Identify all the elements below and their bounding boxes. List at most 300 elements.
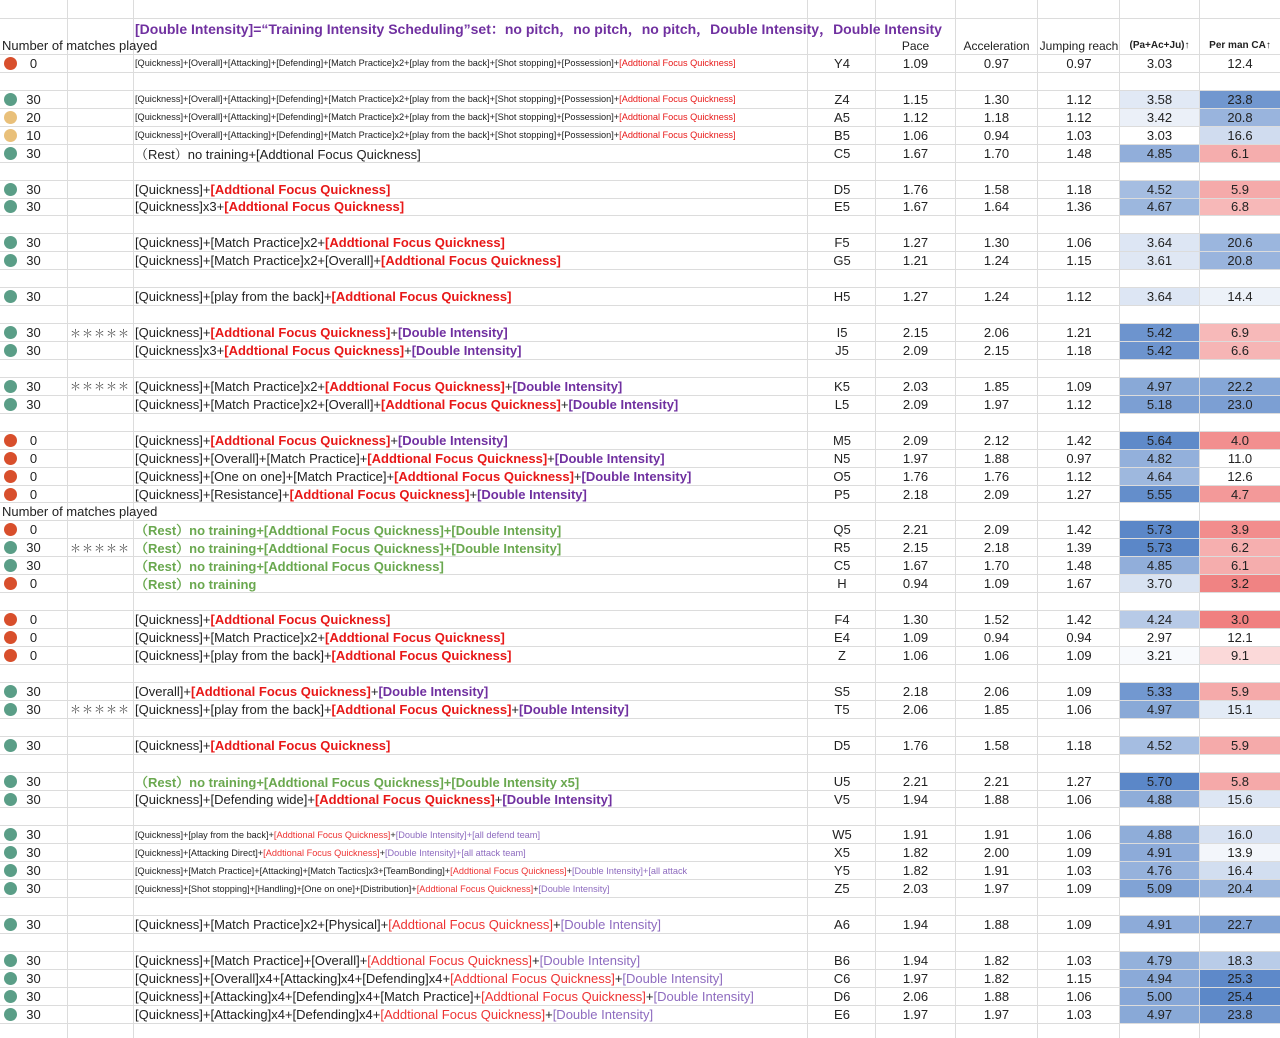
matches-played: 10 xyxy=(26,127,41,143)
jumping-value: 1.42 xyxy=(1066,522,1092,538)
red-status-dot xyxy=(4,434,17,447)
matches-played: 30 xyxy=(26,325,41,341)
jumping-value: 1.21 xyxy=(1066,325,1092,341)
matches-played: 0 xyxy=(29,576,38,592)
plan-segment: [Double Intensity] xyxy=(411,343,522,358)
acceleration-value: 2.15 xyxy=(983,343,1010,358)
plan-segment: [Double Intensity] xyxy=(378,683,489,699)
plan-segment: [Addtional Focus Quickness] xyxy=(619,58,736,69)
training-plan xyxy=(135,234,807,251)
plan-segment: + xyxy=(390,432,398,448)
plan-segment: + xyxy=(553,917,561,933)
jumping-value: 1.12 xyxy=(1066,109,1092,125)
jumping-value: 1.03 xyxy=(1066,952,1092,968)
plan-segment: [Addtional Focus Quickness] xyxy=(380,1006,546,1022)
training-plan xyxy=(135,826,807,843)
table-row xyxy=(0,109,1280,127)
acceleration-value: 1.30 xyxy=(983,91,1010,107)
plan-segment: [Double Intensity] xyxy=(622,970,723,986)
status-dot-cell xyxy=(0,575,20,592)
spacer-row xyxy=(0,593,1280,611)
sum-value: 5.70 xyxy=(1120,773,1199,790)
player-code: F4 xyxy=(834,612,850,628)
plan-segment: [Addtional Focus Quickness] xyxy=(210,737,391,753)
jumping-value: 0.97 xyxy=(1066,450,1092,466)
green-status-dot xyxy=(4,290,17,303)
acceleration-value: 1.97 xyxy=(983,396,1010,412)
jumping-value: 1.42 xyxy=(1066,432,1092,448)
spacer-row xyxy=(0,270,1280,288)
jumping-value: 1.06 xyxy=(1066,235,1092,251)
pace-value: 1.91 xyxy=(902,827,929,843)
matches-played: 30 xyxy=(26,845,41,861)
ca-value: 5.8 xyxy=(1200,773,1280,790)
spacer-row xyxy=(0,808,1280,826)
jumping-value: 1.18 xyxy=(1066,181,1092,197)
training-plan xyxy=(135,145,807,162)
jumping-value: 1.36 xyxy=(1066,199,1092,215)
acceleration-value: 1.88 xyxy=(983,917,1010,933)
acceleration-value: 2.12 xyxy=(983,432,1010,448)
green-status-dot xyxy=(4,1008,17,1021)
table-row xyxy=(0,234,1280,252)
ca-value: 16.4 xyxy=(1200,862,1280,879)
table-row xyxy=(0,1006,1280,1024)
spacer-row xyxy=(0,719,1280,737)
plan-segment: [Addtional Focus Quickness] xyxy=(331,701,512,717)
plan-segment: [Addtional Focus Quickness] xyxy=(619,112,736,123)
green-status-dot xyxy=(4,183,17,196)
green-status-dot xyxy=(4,703,17,716)
table-row xyxy=(0,647,1280,665)
pace-value: 1.15 xyxy=(902,91,929,107)
training-plan xyxy=(135,252,807,269)
plan-segment: [Quickness]+[Overall]+[Attacking]+[Defending]+[Match Practice]x2+[play from the back]+[Shot stopping]+[Possession]+ xyxy=(135,130,620,141)
plan-segment: [Quickness]+[Defending wide]+ xyxy=(135,791,315,807)
pace-value: 1.76 xyxy=(902,468,929,484)
training-plan xyxy=(135,1006,807,1023)
status-dot-cell xyxy=(0,378,20,395)
pace-value: 1.76 xyxy=(902,737,929,753)
table-row xyxy=(0,450,1280,468)
sum-value: 5.42 xyxy=(1120,324,1199,341)
green-status-dot xyxy=(4,828,17,841)
table-row xyxy=(0,575,1280,593)
matches-played: 30 xyxy=(26,181,41,197)
green-status-dot xyxy=(4,147,17,160)
ca-value: 16.6 xyxy=(1200,127,1280,144)
green-status-dot xyxy=(4,990,17,1003)
ca-value: 22.7 xyxy=(1200,916,1280,933)
ca-value: 13.9 xyxy=(1200,844,1280,861)
matches-played: 0 xyxy=(29,486,38,502)
table-row xyxy=(0,683,1280,701)
training-plan xyxy=(135,611,807,628)
player-code: C5 xyxy=(833,145,851,161)
sum-value: 5.18 xyxy=(1120,396,1199,413)
training-plan xyxy=(135,521,807,538)
training-plan xyxy=(135,791,807,808)
pace-value: 1.97 xyxy=(902,1006,929,1022)
player-code: Z xyxy=(838,647,846,663)
spacer-row xyxy=(0,306,1280,324)
matches-played: 30 xyxy=(26,791,41,807)
table-row xyxy=(0,737,1280,755)
matches-played: 0 xyxy=(29,522,38,538)
spacer-row xyxy=(0,163,1280,181)
jumping-value: 1.48 xyxy=(1066,558,1092,574)
plan-segment: （Rest）no training+[Addtional Focus Quickness]+[Double Intensity] xyxy=(135,523,562,539)
ca-value: 4.0 xyxy=(1200,432,1280,449)
acceleration-value: 1.64 xyxy=(983,199,1010,215)
ca-value: 23.0 xyxy=(1200,396,1280,413)
player-code: Z4 xyxy=(834,91,850,107)
spacer-row xyxy=(0,73,1280,91)
plan-segment: [Addtional Focus Quickness] xyxy=(388,917,553,933)
status-dot-cell xyxy=(0,396,20,413)
matches-played: 30 xyxy=(26,145,41,161)
table-row xyxy=(0,199,1280,217)
player-code: D6 xyxy=(833,988,851,1004)
jumping-value: 1.27 xyxy=(1066,773,1092,789)
status-dot-cell xyxy=(0,91,20,108)
sum-value: 3.64 xyxy=(1120,234,1199,251)
plan-segment: [Addtional Focus Quickness] xyxy=(367,952,533,968)
pace-value: 1.97 xyxy=(902,450,929,466)
table-row xyxy=(0,773,1280,791)
plan-segment: + xyxy=(547,450,555,466)
status-dot-cell xyxy=(0,1006,20,1023)
acceleration-value: 2.09 xyxy=(983,522,1010,538)
green-status-dot xyxy=(4,541,17,554)
plan-segment: [Quickness]+[Shot stopping]+[Handling]+[One on one]+[Distribution]+ xyxy=(135,883,417,894)
status-dot-cell xyxy=(0,880,20,897)
matches-header: Number of matches played xyxy=(2,504,158,520)
status-dot-cell xyxy=(0,970,20,987)
pace-value: 1.82 xyxy=(902,845,929,861)
plan-segment: [Quickness]x3+ xyxy=(135,199,225,215)
player-code: B5 xyxy=(834,127,850,143)
rating-stars: ＊＊＊＊＊ xyxy=(70,327,130,340)
acceleration-header: Acceleration xyxy=(963,38,1030,53)
ca-value: 3.0 xyxy=(1200,611,1280,628)
plan-segment: [Quickness]+ xyxy=(135,612,211,628)
ca-value: 6.1 xyxy=(1200,557,1280,574)
acceleration-value: 2.06 xyxy=(983,683,1010,699)
plan-segment: [Addtional Focus Quickness] xyxy=(210,181,391,197)
table-row xyxy=(0,611,1280,629)
jumping-value: 1.18 xyxy=(1066,737,1092,753)
green-status-dot xyxy=(4,254,17,267)
jumping-value: 1.48 xyxy=(1066,145,1092,161)
jumping-value: 1.27 xyxy=(1066,486,1092,502)
plan-segment: [Quickness]+[Match Practice]x2+ xyxy=(135,630,326,646)
spacer-row xyxy=(0,898,1280,916)
pace-value: 1.67 xyxy=(902,145,929,161)
red-status-dot xyxy=(4,523,17,536)
ca-value: 15.1 xyxy=(1200,701,1280,718)
ca-value: 6.6 xyxy=(1200,342,1280,359)
green-status-dot xyxy=(4,236,17,249)
pace-header: Pace xyxy=(901,38,930,53)
player-code: G5 xyxy=(833,253,851,269)
matches-played: 0 xyxy=(29,450,38,466)
acceleration-value: 2.00 xyxy=(983,845,1010,861)
pace-value: 2.21 xyxy=(902,773,929,789)
acceleration-value: 0.94 xyxy=(983,127,1010,143)
matches-played: 30 xyxy=(26,952,41,968)
acceleration-value: 1.91 xyxy=(983,863,1010,879)
sum-value: 4.85 xyxy=(1120,557,1199,574)
table-row xyxy=(0,486,1280,504)
jumping-value: 1.15 xyxy=(1066,970,1092,986)
pace-value: 1.94 xyxy=(902,917,929,933)
plan-segment: [Quickness]+[Overall]+[Attacking]+[Defending]+[Match Practice]x2+[play from the back]+[Shot stopping]+[Possession]+ xyxy=(135,58,620,69)
table-row xyxy=(0,181,1280,199)
plan-segment: （Rest）no training+[Addtional Focus Quickness]+[Double Intensity x5] xyxy=(135,774,580,790)
training-plan xyxy=(135,91,807,108)
player-code: C6 xyxy=(833,970,851,986)
status-dot-cell xyxy=(0,539,20,556)
status-dot-cell xyxy=(0,629,20,646)
green-status-dot xyxy=(4,882,17,895)
plan-segment: [Quickness]+[Overall]+[Attacking]+[Defending]+[Match Practice]x2+[play from the back]+[Shot stopping]+[Possession]+ xyxy=(135,94,620,105)
plan-segment: [Addtional Focus Quickness] xyxy=(325,378,505,394)
matches-played: 30 xyxy=(26,917,41,933)
green-status-dot xyxy=(4,685,17,698)
status-dot-cell xyxy=(0,468,20,485)
jumping-value: 1.03 xyxy=(1066,1006,1092,1022)
pace-value: 1.09 xyxy=(902,630,929,646)
ca-value: 6.2 xyxy=(1200,539,1280,556)
sum-value: 5.55 xyxy=(1120,486,1199,503)
player-code: W5 xyxy=(832,827,852,843)
plan-segment: [Double Intensity]+[all attack xyxy=(571,865,688,876)
status-dot-cell xyxy=(0,988,20,1005)
table-row xyxy=(0,145,1280,163)
ca-value: 5.9 xyxy=(1200,683,1280,700)
table-row xyxy=(0,844,1280,862)
training-plan xyxy=(135,557,807,574)
matches-header: Number of matches played xyxy=(2,38,158,53)
player-code: D5 xyxy=(833,181,851,197)
acceleration-value: 1.97 xyxy=(983,1006,1010,1022)
pace-value: 2.06 xyxy=(902,988,929,1004)
sum-value: 5.00 xyxy=(1120,988,1199,1005)
training-plan xyxy=(135,109,807,126)
player-code: M5 xyxy=(832,432,852,448)
acceleration-value: 1.24 xyxy=(983,253,1010,269)
ca-value: 23.8 xyxy=(1200,91,1280,108)
sum-value: 5.73 xyxy=(1120,539,1199,556)
sum-value: 4.24 xyxy=(1120,611,1199,628)
training-plan xyxy=(135,737,807,754)
matches-played: 30 xyxy=(26,863,41,879)
table-row xyxy=(0,396,1280,414)
player-code: Z5 xyxy=(834,881,850,897)
player-code: A5 xyxy=(834,109,850,125)
plan-segment: [Quickness]+[One on one]+[Match Practice]+ xyxy=(135,468,395,484)
player-code: T5 xyxy=(834,701,850,717)
table-row xyxy=(0,826,1280,844)
sum-value: 5.33 xyxy=(1120,683,1199,700)
status-dot-cell xyxy=(0,199,20,216)
player-code: L5 xyxy=(834,396,850,412)
pace-value: 2.15 xyxy=(902,325,929,341)
pace-value: 2.18 xyxy=(902,486,929,502)
plan-segment: [Addtional Focus Quickness] xyxy=(273,829,391,840)
training-plan xyxy=(135,181,807,198)
matches-played: 30 xyxy=(26,378,41,394)
ca-value: 25.3 xyxy=(1200,970,1280,987)
jumping-value: 1.06 xyxy=(1066,791,1092,807)
plan-segment: [Overall]+ xyxy=(135,683,191,699)
plan-segment: [Double Intensity] xyxy=(560,917,662,933)
rating-stars: ＊＊＊＊＊ xyxy=(70,542,130,555)
ca-value: 9.1 xyxy=(1200,647,1280,664)
player-code: F5 xyxy=(834,235,850,251)
pace-value: 2.09 xyxy=(902,343,929,358)
pace-value: 1.94 xyxy=(902,952,929,968)
ca-value: 20.4 xyxy=(1200,880,1280,897)
pace-value: 2.06 xyxy=(902,701,929,717)
status-dot-cell xyxy=(0,557,20,574)
training-plan xyxy=(135,486,807,503)
plan-segment: [Addtional Focus Quickness] xyxy=(619,130,736,141)
plan-segment: [Quickness]+[Match Practice]+[Overall]+ xyxy=(135,952,368,968)
ca-value: 6.9 xyxy=(1200,324,1280,341)
jumping-value: 1.12 xyxy=(1066,468,1092,484)
acceleration-value: 1.82 xyxy=(983,970,1010,986)
matches-played: 30 xyxy=(26,881,41,897)
jumping-value: 1.39 xyxy=(1066,540,1092,556)
spacer-row xyxy=(0,665,1280,683)
section-header-row xyxy=(0,504,1280,522)
pace-value: 1.06 xyxy=(902,127,929,143)
acceleration-value: 1.58 xyxy=(983,737,1010,753)
jumping-value: 1.06 xyxy=(1066,988,1092,1004)
top-row xyxy=(0,0,1280,19)
pace-value: 2.21 xyxy=(902,522,929,538)
plan-segment: [Quickness]+ xyxy=(135,432,211,448)
green-status-dot xyxy=(4,93,17,106)
table-row xyxy=(0,988,1280,1006)
plan-segment: [Addtional Focus Quickness] xyxy=(450,970,615,986)
matches-played: 30 xyxy=(26,91,41,107)
training-plan xyxy=(135,844,807,861)
ca-value: 20.6 xyxy=(1200,234,1280,251)
red-status-dot xyxy=(4,452,17,465)
status-dot-cell xyxy=(0,862,20,879)
plan-segment: [Quickness]+[Match Practice]x2+[Overall]+ xyxy=(135,253,382,269)
plan-segment: [Quickness]+ xyxy=(135,181,211,197)
plan-segment: + xyxy=(545,1006,553,1022)
plan-segment: [Double Intensity] xyxy=(552,1006,654,1022)
plan-segment: + xyxy=(504,378,513,394)
ca-value: 15.6 xyxy=(1200,791,1280,808)
pace-value: 1.76 xyxy=(902,181,929,197)
ca-value: 20.8 xyxy=(1200,252,1280,269)
plan-segment: [Double Intensity] xyxy=(581,468,692,484)
matches-played: 0 xyxy=(29,612,38,628)
pace-value: 2.18 xyxy=(902,683,929,699)
jumping-value: 1.18 xyxy=(1066,343,1092,358)
status-dot-cell xyxy=(0,127,20,144)
training-plan xyxy=(135,288,807,305)
plan-segment: [Addtional Focus Quickness] xyxy=(314,791,495,807)
table-row xyxy=(0,432,1280,450)
plan-segment: [Addtional Focus Quickness] xyxy=(619,94,736,105)
player-code: X5 xyxy=(834,845,850,861)
training-plan xyxy=(135,539,807,556)
plan-segment: [Quickness]+[Match Practice]x2+ xyxy=(135,235,326,251)
training-plan xyxy=(135,432,807,449)
plan-segment: + xyxy=(469,486,478,502)
red-status-dot xyxy=(4,577,17,590)
acceleration-value: 0.97 xyxy=(983,55,1010,71)
green-status-dot xyxy=(4,954,17,967)
jumping-value: 0.94 xyxy=(1066,630,1092,646)
table-row xyxy=(0,324,1280,342)
matches-played: 30 xyxy=(26,235,41,251)
matches-played: 30 xyxy=(26,683,41,699)
plan-segment: [Quickness]+[play from the back]+ xyxy=(135,829,274,840)
plan-segment: [Addtional Focus Quickness] xyxy=(224,343,405,358)
pace-value: 1.30 xyxy=(902,612,929,628)
pace-value: 1.67 xyxy=(902,558,929,574)
status-dot-cell xyxy=(0,952,20,969)
status-dot-cell xyxy=(0,826,20,843)
matches-played: 0 xyxy=(29,432,38,448)
player-code: I5 xyxy=(836,325,848,341)
sum-header: (Pa+Ac+Ju)↑ xyxy=(1129,40,1190,51)
sum-value: 3.64 xyxy=(1120,288,1199,305)
matches-played: 30 xyxy=(26,701,41,717)
green-status-dot xyxy=(4,739,17,752)
ca-value: 20.8 xyxy=(1200,109,1280,126)
pace-value: 2.09 xyxy=(902,432,929,448)
training-plan xyxy=(135,378,807,395)
matches-played: 0 xyxy=(29,630,38,646)
plan-segment: [Double Intensity]+[all defend team] xyxy=(395,829,541,840)
player-code: E6 xyxy=(834,1006,850,1022)
training-plan xyxy=(135,575,807,592)
rating-stars: ＊＊＊＊＊ xyxy=(70,704,130,717)
green-status-dot xyxy=(4,972,17,985)
plan-segment: [Addtional Focus Quickness] xyxy=(394,468,574,484)
matches-played: 30 xyxy=(26,773,41,789)
plan-segment: [Double Intensity] xyxy=(568,396,679,412)
spacer-row xyxy=(0,414,1280,432)
status-dot-cell xyxy=(0,288,20,305)
training-plan xyxy=(135,952,807,969)
sum-value: 4.64 xyxy=(1120,468,1199,485)
ca-value: 6.1 xyxy=(1200,145,1280,162)
status-dot-cell xyxy=(0,611,20,628)
jumping-value: 1.09 xyxy=(1066,647,1092,663)
ca-value: 12.4 xyxy=(1227,55,1253,71)
ca-value: 12.1 xyxy=(1227,630,1253,646)
plan-segment: [Addtional Focus Quickness] xyxy=(481,988,646,1004)
ca-value: 16.0 xyxy=(1200,826,1280,843)
plan-segment: [Quickness]+ xyxy=(135,325,211,341)
table-row xyxy=(0,521,1280,539)
player-code: S5 xyxy=(834,683,850,699)
player-code: Y5 xyxy=(834,863,850,879)
green-status-dot xyxy=(4,846,17,859)
pace-value: 2.03 xyxy=(902,881,929,897)
sum-value: 4.76 xyxy=(1120,862,1199,879)
